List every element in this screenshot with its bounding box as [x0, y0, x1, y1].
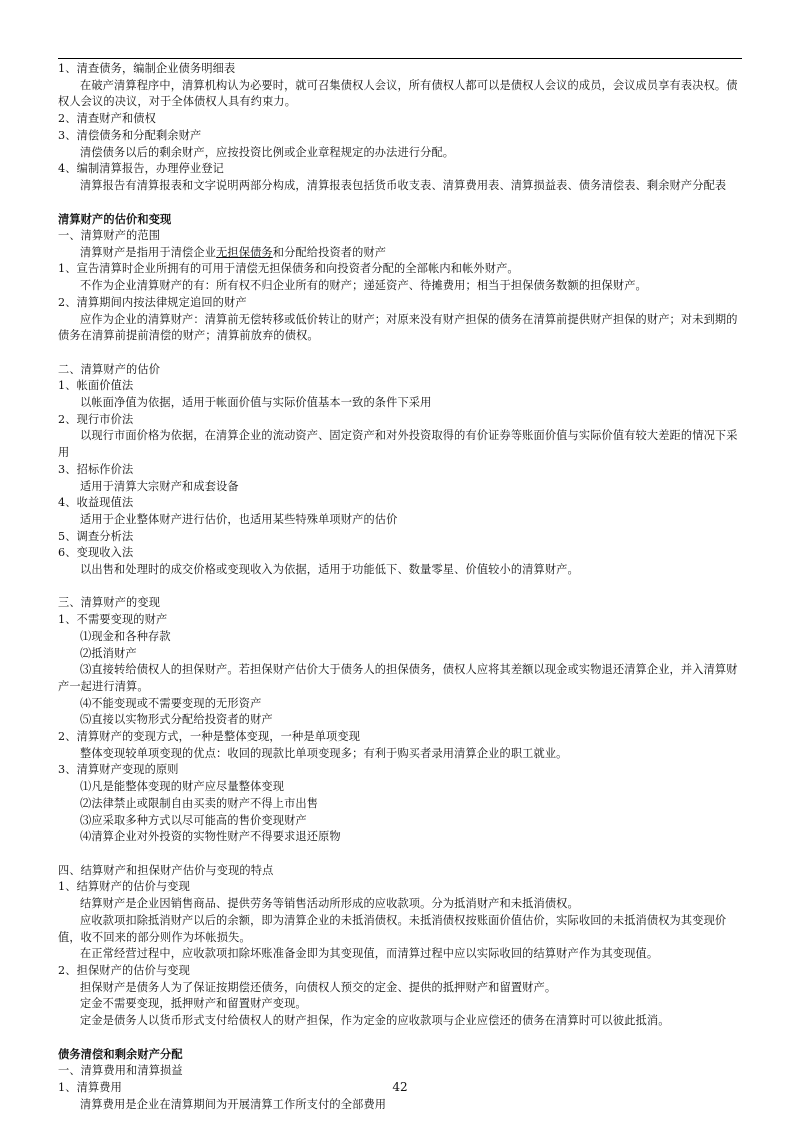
- paragraph: 结算财产是企业因销售商品、提供劳务等销售活动所形成的应收款项。分为抵消财产和未抵消债权。: [80, 897, 579, 911]
- document-body: [58, 61, 744, 1113]
- sub-list-item: ⑸直接以实物形式分配给投资者的财产: [80, 713, 273, 727]
- page-number: 42: [392, 1080, 408, 1094]
- sub-list-item: ⑴现金和各种存款: [80, 629, 171, 643]
- list-item: 2、清算期间内按法律规定追回的财产: [58, 295, 247, 309]
- list-item: 4、编制清算报告，办理停业登记: [58, 162, 224, 176]
- paragraph: 适用于企业整体财产进行估价，也适用某些特殊单项财产的估价: [80, 512, 398, 526]
- list-item: 1、帐面价值法: [58, 379, 134, 393]
- list-item: 1、清查债务，编制企业债务明细表: [58, 62, 236, 75]
- paragraph: 定金是债务人以货币形式支付给债权人的财产担保，作为定金的应收款项与企业应偿还的债务在清算时可以彼此抵消。: [80, 1014, 670, 1028]
- list-item: 2、现行市价法: [58, 412, 134, 426]
- header-rule: [58, 58, 742, 59]
- sub-list-item: ⑵抵消财产: [80, 646, 137, 660]
- sub-list-item: ⑵法律禁止或限制自由买卖的财产不得上市出售: [80, 796, 319, 810]
- paragraph: 以现行市面价格为依据，在清算企业的流动资产、固定资产和对外投资取得的有价证券等账面价值与实际价值有较大差距的情况下采用: [58, 429, 738, 460]
- subsection-heading: 一、清算财产的范围: [58, 229, 161, 243]
- paragraph: 应收款项扣除抵消财产以后的余额，即为清算企业的未抵消债权。未抵消债权按账面价值估价，实际收回的未抵消债权为其变现价值，收不回来的部分则作为坏帐损失。: [58, 913, 727, 944]
- list-item: 2、清算财产的变现方式，一种是整体变现，一种是单项变现: [58, 730, 361, 744]
- paragraph: [58, 245, 744, 262]
- sub-list-item: ⑷清算企业对外投资的实物性财产不得要求退还原物: [80, 830, 341, 844]
- paragraph: 定金不需要变现，抵押财产和留置财产变现。: [80, 997, 307, 1011]
- paragraph: 以出售和处理时的成交价格或变现收入为依据，适用于功能低下、数量零星、价值较小的清算财产。: [80, 563, 579, 577]
- text-span: 和分配给投资者的财产: [272, 245, 387, 259]
- subsection-heading: 三、清算财产的变现: [58, 596, 161, 610]
- paragraph: 在破产清算程序中，清算机构认为必要时，就可召集债权人会议，所有债权人都可以是债权人会议的成员，会议成员享有表决权。债权人会议的决议，对于全体债权人具有约束力。: [58, 78, 738, 109]
- sub-list-item: ⑶直接转给债权人的担保财产。若担保财产估价大于债务人的担保债务，债权人应将其差额以现金或实物退还清算企业，并入清算财产一起进行清算。: [58, 663, 738, 693]
- paragraph: 在正常经营过程中，应收款项扣除坏账准备金即为其变现值，而清算过程中应以实际收回的结算财产作为其变现值。: [80, 947, 659, 961]
- paragraph: 适用于清算大宗财产和成套设备: [80, 479, 239, 493]
- list-item: 3、清偿债务和分配剩余财产: [58, 128, 202, 142]
- paragraph: 清偿债务以后的剩余财产，应按投资比例或企业章程规定的办法进行分配。: [80, 145, 455, 159]
- paragraph: 担保财产是债务人为了保证按期偿还债务，向债权人预交的定金、提供的抵押财产和留置财产。: [80, 980, 557, 994]
- list-item: 6、变现收入法: [58, 546, 134, 560]
- section-heading: 债务清偿和剩余财产分配: [58, 1047, 183, 1062]
- paragraph: 清算费用是企业在清算期间为开展清算工作所支付的全部费用: [80, 1097, 387, 1111]
- list-item: 1、结算财产的估价与变现: [58, 880, 190, 894]
- subsection-heading: 二、清算财产的估价: [58, 362, 161, 376]
- subsection-heading: 四、结算财产和担保财产估价与变现的特点: [58, 863, 274, 877]
- list-item: 3、清算财产变现的原则: [58, 763, 179, 777]
- sub-list-item: ⑶应采取多种方式以尽可能高的售价变现财产: [80, 813, 307, 827]
- paragraph: 整体变现较单项变现的优点：收回的现款比单项变现多；有利于购买者录用清算企业的职工就业。: [80, 746, 568, 760]
- list-item: 2、担保财产的估价与变现: [58, 963, 190, 977]
- list-item: 5、调查分析法: [58, 529, 134, 543]
- list-item: 1、不需要变现的财产: [58, 613, 168, 627]
- paragraph: 不作为企业清算财产的有：所有权不归企业所有的财产；递延资产、待摊费用；相当于担保债务数额的担保财产。: [80, 279, 647, 293]
- paragraph: 清算报告有清算报表和文字说明两部分构成，清算报表包括货币收支表、清算费用表、清算损益表、债务清偿表、剩余财产分配表: [80, 178, 727, 192]
- list-item: 1、清算费用: [58, 1080, 122, 1094]
- section-heading: 清算财产的估价和变现: [58, 212, 172, 227]
- paragraph: 以帐面净值为依据，适用于帐面价值与实际价值基本一致的条件下采用: [80, 396, 432, 410]
- list-item: 4、收益现值法: [58, 496, 134, 510]
- paragraph: 应作为企业的清算财产：清算前无偿转移或低价转让的财产；对原来没有财产担保的债务在清算前提供财产担保的财产；对未到期的债务在清算前提前清偿的财产；清算前放弃的债权。: [58, 312, 738, 343]
- list-item: 1、宣告清算时企业所拥有的可用于清偿无担保债务和向投资者分配的全部帐内和帐外财产。: [58, 262, 519, 276]
- sub-list-item: ⑷不能变现或不需要变现的无形资产: [80, 696, 262, 710]
- list-item: 2、清查财产和债权: [58, 112, 156, 126]
- underlined-term: 无担保债务: [216, 245, 273, 259]
- text-span: 清算财产是指用于清偿企业: [80, 245, 217, 259]
- sub-list-item: ⑴凡是能整体变现的财产应尽量整体变现: [80, 780, 285, 794]
- subsection-heading: 一、清算费用和清算损益: [58, 1064, 183, 1078]
- list-item: 3、招标作价法: [58, 462, 134, 476]
